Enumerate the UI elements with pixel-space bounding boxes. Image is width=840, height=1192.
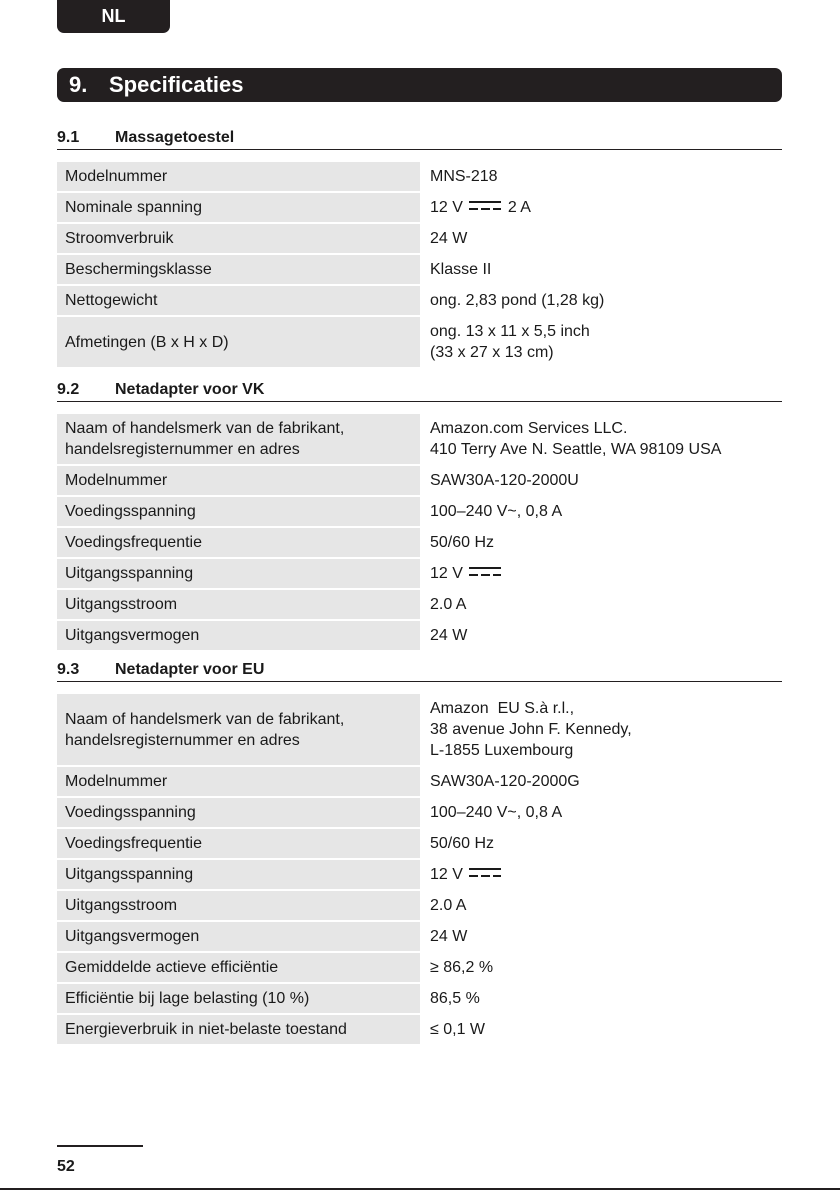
spec-value-line: Amazon.com Services LLC.	[430, 420, 628, 437]
spec-value	[420, 414, 782, 466]
spec-label	[57, 621, 420, 652]
spec-label-line: Stroomverbruik	[65, 230, 174, 247]
spec-value	[420, 922, 782, 953]
spec-label	[57, 694, 420, 767]
spec-label	[57, 984, 420, 1015]
direct-current-icon	[469, 201, 501, 210]
spec-label-line: Voedingsfrequentie	[65, 534, 202, 551]
subsection-heading-adapter-eu	[57, 660, 782, 682]
spec-table-adapter-eu	[57, 694, 782, 1046]
spec-label-line: handelsregisternummer en adres	[65, 441, 300, 458]
spec-label	[57, 497, 420, 528]
spec-value-line: Amazon EU S.à r.l.,	[430, 700, 575, 717]
spec-label-line: Naam of handelsmerk van de fabrikant,	[65, 710, 345, 728]
spec-row	[57, 193, 782, 224]
spec-row	[57, 1015, 782, 1046]
spec-value-line	[430, 864, 774, 885]
spec-value	[420, 694, 782, 767]
spec-row	[57, 497, 782, 528]
spec-value-line: 50/60 Hz	[430, 835, 495, 852]
spec-row	[57, 953, 782, 984]
language-tab: NL	[57, 0, 170, 33]
spec-label-line: Efficiëntie bij lage belasting (10 %)	[65, 990, 310, 1007]
spec-label-line: Uitgangsspanning	[65, 565, 194, 582]
spec-value-voltage: 12 V	[430, 565, 463, 582]
spec-label-line: Modelnummer	[65, 168, 168, 185]
spec-value-line: 24 W	[430, 928, 468, 945]
spec-value	[420, 1015, 782, 1046]
spec-label	[57, 528, 420, 559]
spec-value	[420, 193, 782, 224]
spec-value-line: ≤ 0,1 W	[430, 1021, 486, 1038]
section-number: 9.	[69, 72, 88, 97]
spec-row	[57, 590, 782, 621]
subsection-number: 9.1	[57, 129, 80, 146]
spec-label-line: Energieverbruik in niet-belaste toestand	[65, 1021, 347, 1038]
spec-value	[420, 984, 782, 1015]
spec-label-line: Voedingsfrequentie	[65, 835, 202, 852]
spec-value-line: 100–240 V~, 0,8 A	[430, 804, 563, 821]
bottom-rule	[0, 1188, 840, 1190]
spec-label	[57, 891, 420, 922]
page-number: 52	[57, 1158, 75, 1175]
spec-label-line: Voedingsspanning	[65, 503, 196, 520]
subsection-title: Netadapter voor EU	[115, 661, 265, 678]
spec-value	[420, 466, 782, 497]
spec-value-line: 100–240 V~, 0,8 A	[430, 503, 563, 520]
spec-value-line: 24 W	[430, 230, 468, 247]
spec-label-line: Afmetingen (B x H x D)	[65, 333, 229, 351]
spec-value	[420, 953, 782, 984]
spec-value	[420, 255, 782, 286]
spec-value	[420, 497, 782, 528]
spec-row	[57, 860, 782, 891]
spec-value	[420, 798, 782, 829]
spec-value	[420, 162, 782, 193]
spec-value	[420, 528, 782, 559]
spec-row	[57, 286, 782, 317]
spec-value	[420, 621, 782, 652]
spec-label	[57, 953, 420, 984]
spec-row	[57, 559, 782, 590]
spec-value-line: 24 W	[430, 627, 468, 644]
spec-value	[420, 317, 782, 369]
spec-label	[57, 162, 420, 193]
spec-value	[420, 767, 782, 798]
spec-label	[57, 860, 420, 891]
spec-label-line: Modelnummer	[65, 773, 168, 790]
spec-label-line: Uitgangsspanning	[65, 866, 194, 883]
spec-value-current: 2 A	[507, 199, 531, 216]
spec-row	[57, 255, 782, 286]
spec-row	[57, 798, 782, 829]
spec-row	[57, 414, 782, 466]
spec-value	[420, 829, 782, 860]
spec-label	[57, 922, 420, 953]
direct-current-icon	[469, 567, 501, 576]
subsection-heading-massage-device	[57, 128, 782, 150]
subsection-heading-adapter-uk	[57, 380, 782, 402]
spec-table-massage-device	[57, 162, 782, 369]
spec-value-line	[430, 563, 774, 584]
spec-value-line: (33 x 27 x 13 cm)	[430, 344, 554, 361]
subsection-number: 9.3	[57, 661, 80, 678]
spec-label	[57, 286, 420, 317]
spec-value-line: L-1855 Luxembourg	[430, 742, 574, 759]
spec-label	[57, 798, 420, 829]
spec-row	[57, 621, 782, 652]
spec-row	[57, 317, 782, 369]
spec-value-voltage: 12 V	[430, 866, 463, 883]
spec-label-line: Modelnummer	[65, 472, 168, 489]
spec-label-line: Uitgangsvermogen	[65, 627, 200, 644]
spec-value-line: Klasse II	[430, 261, 492, 278]
spec-row	[57, 984, 782, 1015]
spec-label	[57, 317, 420, 369]
spec-value-line: SAW30A-120-2000G	[430, 773, 580, 790]
spec-value	[420, 286, 782, 317]
spec-row	[57, 922, 782, 953]
spec-row	[57, 694, 782, 767]
spec-label	[57, 1015, 420, 1046]
spec-row	[57, 466, 782, 497]
spec-table-adapter-uk	[57, 414, 782, 652]
spec-label-line: handelsregisternummer en adres	[65, 731, 300, 749]
subsection-title: Netadapter voor VK	[115, 381, 265, 398]
spec-value-line: 410 Terry Ave N. Seattle, WA 98109 USA	[430, 441, 722, 458]
spec-value	[420, 559, 782, 590]
spec-value-line: 50/60 Hz	[430, 534, 495, 551]
spec-value-line: ≥ 86,2 %	[430, 959, 494, 976]
spec-value-line: 38 avenue John F. Kennedy,	[430, 721, 632, 738]
spec-row	[57, 528, 782, 559]
spec-value-line: ong. 2,83 pond (1,28 kg)	[430, 292, 605, 309]
spec-value-line	[430, 197, 774, 218]
spec-value-line: ong. 13 x 11 x 5,5 inch	[430, 323, 590, 340]
spec-label	[57, 414, 420, 466]
spec-label-line: Uitgangsstroom	[65, 596, 178, 613]
spec-row	[57, 891, 782, 922]
spec-label-line: Beschermingsklasse	[65, 261, 212, 278]
spec-label-line: Voedingsspanning	[65, 804, 196, 821]
spec-label	[57, 193, 420, 224]
direct-current-icon	[469, 868, 501, 877]
spec-value-line: 86,5 %	[430, 990, 480, 1007]
section-title: Specificaties	[109, 72, 244, 97]
spec-label	[57, 559, 420, 590]
spec-label	[57, 466, 420, 497]
spec-value-line: SAW30A-120-2000U	[430, 472, 579, 489]
spec-value	[420, 891, 782, 922]
spec-label-line: Nettogewicht	[65, 292, 158, 309]
footer-rule	[57, 1145, 143, 1147]
subsection-title: Massagetoestel	[115, 129, 235, 146]
spec-label	[57, 767, 420, 798]
spec-value-line: 2.0 A	[430, 596, 467, 613]
spec-label-line: Naam of handelsmerk van de fabrikant,	[65, 420, 345, 437]
spec-label-line: Uitgangsvermogen	[65, 928, 200, 945]
spec-label	[57, 224, 420, 255]
spec-label	[57, 255, 420, 286]
section-heading	[57, 68, 782, 102]
spec-value-voltage: 12 V	[430, 199, 463, 216]
spec-value-line: MNS-218	[430, 168, 498, 185]
spec-label-line: Gemiddelde actieve efficiëntie	[65, 959, 279, 976]
spec-value-line: 2.0 A	[430, 897, 467, 914]
spec-row	[57, 162, 782, 193]
spec-label-line: Uitgangsstroom	[65, 897, 178, 914]
subsection-number: 9.2	[57, 381, 80, 398]
spec-value	[420, 590, 782, 621]
spec-row	[57, 829, 782, 860]
spec-value	[420, 860, 782, 891]
spec-row	[57, 224, 782, 255]
spec-label	[57, 829, 420, 860]
spec-value	[420, 224, 782, 255]
spec-label	[57, 590, 420, 621]
spec-row	[57, 767, 782, 798]
spec-label-line: Nominale spanning	[65, 199, 202, 216]
